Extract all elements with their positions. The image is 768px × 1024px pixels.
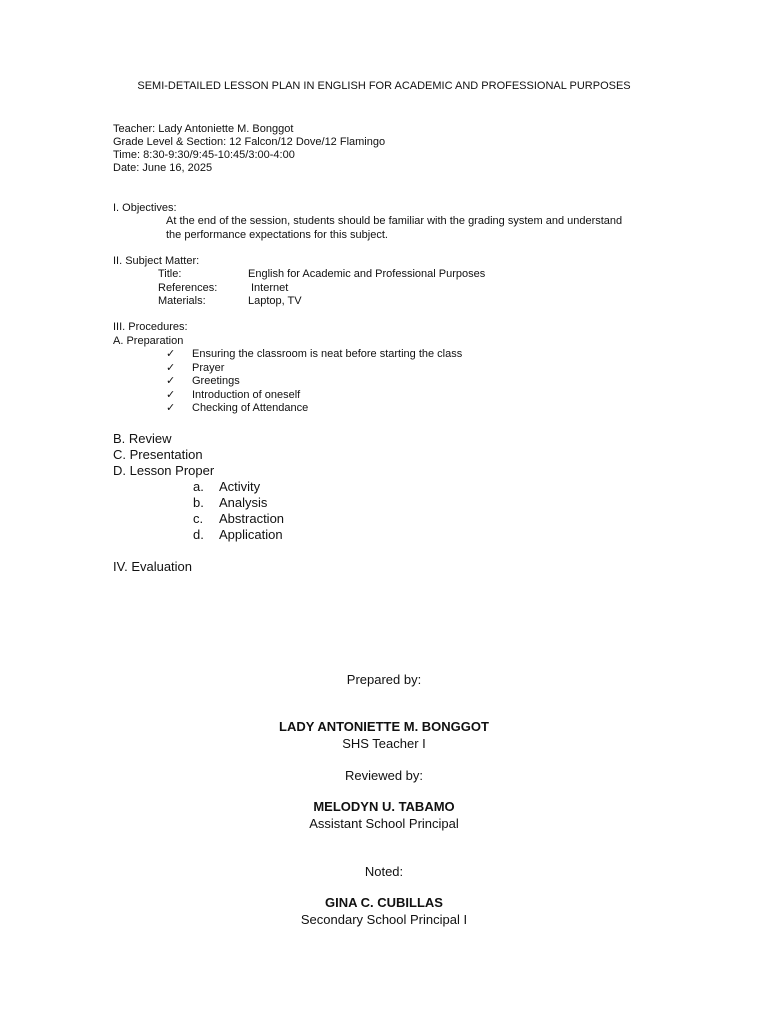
lesson-item-marker: b. <box>193 495 204 510</box>
lesson-item-label: Analysis <box>219 495 268 510</box>
subject-title-label: Title: <box>158 268 182 280</box>
check-icon: ✓ <box>166 402 176 414</box>
lesson-item-marker: d. <box>193 527 204 542</box>
objectives-text-line-2: the performance expectations for this subject. <box>166 229 388 241</box>
check-icon: ✓ <box>166 375 176 387</box>
time-line: Time: 8:30-9:30/9:45-10:45/3:00-4:00 <box>113 149 295 161</box>
lesson-item-marker: a. <box>193 479 204 494</box>
subject-references-value: Internet <box>251 282 289 294</box>
noted-label: Noted: <box>364 864 404 879</box>
check-icon: ✓ <box>166 348 176 360</box>
lesson-item-label: Application <box>219 527 283 542</box>
evaluation-heading: IV. Evaluation <box>113 559 193 574</box>
date-line: Date: June 16, 2025 <box>113 162 213 174</box>
procedures-heading: III. Procedures: <box>113 321 188 333</box>
subject-matter-heading: II. Subject Matter: <box>113 255 200 267</box>
check-icon: ✓ <box>166 362 176 374</box>
document-title: SEMI-DETAILED LESSON PLAN IN ENGLISH FOR ACADEMIC AND PROFESSIONAL PURPOSES <box>137 80 631 92</box>
list-item <box>166 402 308 415</box>
preparation-item-label: Ensuring the classroom is neat before starting the class <box>192 348 463 360</box>
list-item <box>166 362 224 375</box>
teacher-line: Teacher: Lady Antoniette M. Bonggot <box>113 123 294 135</box>
subject-title-value: English for Academic and Professional Purposes <box>248 268 486 280</box>
list-item <box>166 375 240 388</box>
review-heading: B. Review <box>113 431 172 446</box>
presentation-heading: C. Presentation <box>113 447 203 462</box>
preparation-heading: A. Preparation <box>113 335 184 347</box>
subject-references-label: References: <box>158 282 218 294</box>
lesson-item-label: Abstraction <box>219 511 285 526</box>
reviewed-by-role: Assistant School Principal <box>309 816 459 831</box>
lesson-item-marker: c. <box>193 511 204 526</box>
lesson-proper-heading: D. Lesson Proper <box>113 463 215 478</box>
noted-role: Secondary School Principal I <box>300 912 468 927</box>
noted-name: GINA C. CUBILLAS <box>325 895 443 910</box>
subject-materials-value: Laptop, TV <box>248 295 302 307</box>
prepared-by-label: Prepared by: <box>346 672 422 687</box>
preparation-item-label: Checking of Attendance <box>192 402 309 414</box>
prepared-by-name: LADY ANTONIETTE M. BONGGOT <box>279 719 489 734</box>
list-item <box>166 348 462 361</box>
preparation-item-label: Prayer <box>192 362 225 374</box>
reviewed-by-label: Reviewed by: <box>344 768 424 783</box>
grade-section-line: Grade Level & Section: 12 Falcon/12 Dove/12 Flamingo <box>113 136 386 148</box>
preparation-item-label: Greetings <box>192 375 240 387</box>
objectives-text-line-1: At the end of the session, students should be familiar with the grading system and understand <box>166 215 623 227</box>
objectives-heading: I. Objectives: <box>113 202 177 214</box>
lesson-item-label: Activity <box>219 479 261 494</box>
prepared-by-role: SHS Teacher I <box>342 736 426 751</box>
subject-materials-label: Materials: <box>158 295 206 307</box>
preparation-item-label: Introduction of oneself <box>192 389 301 401</box>
list-item <box>166 389 300 402</box>
check-icon: ✓ <box>166 389 176 401</box>
reviewed-by-name: MELODYN U. TABAMO <box>313 799 455 814</box>
